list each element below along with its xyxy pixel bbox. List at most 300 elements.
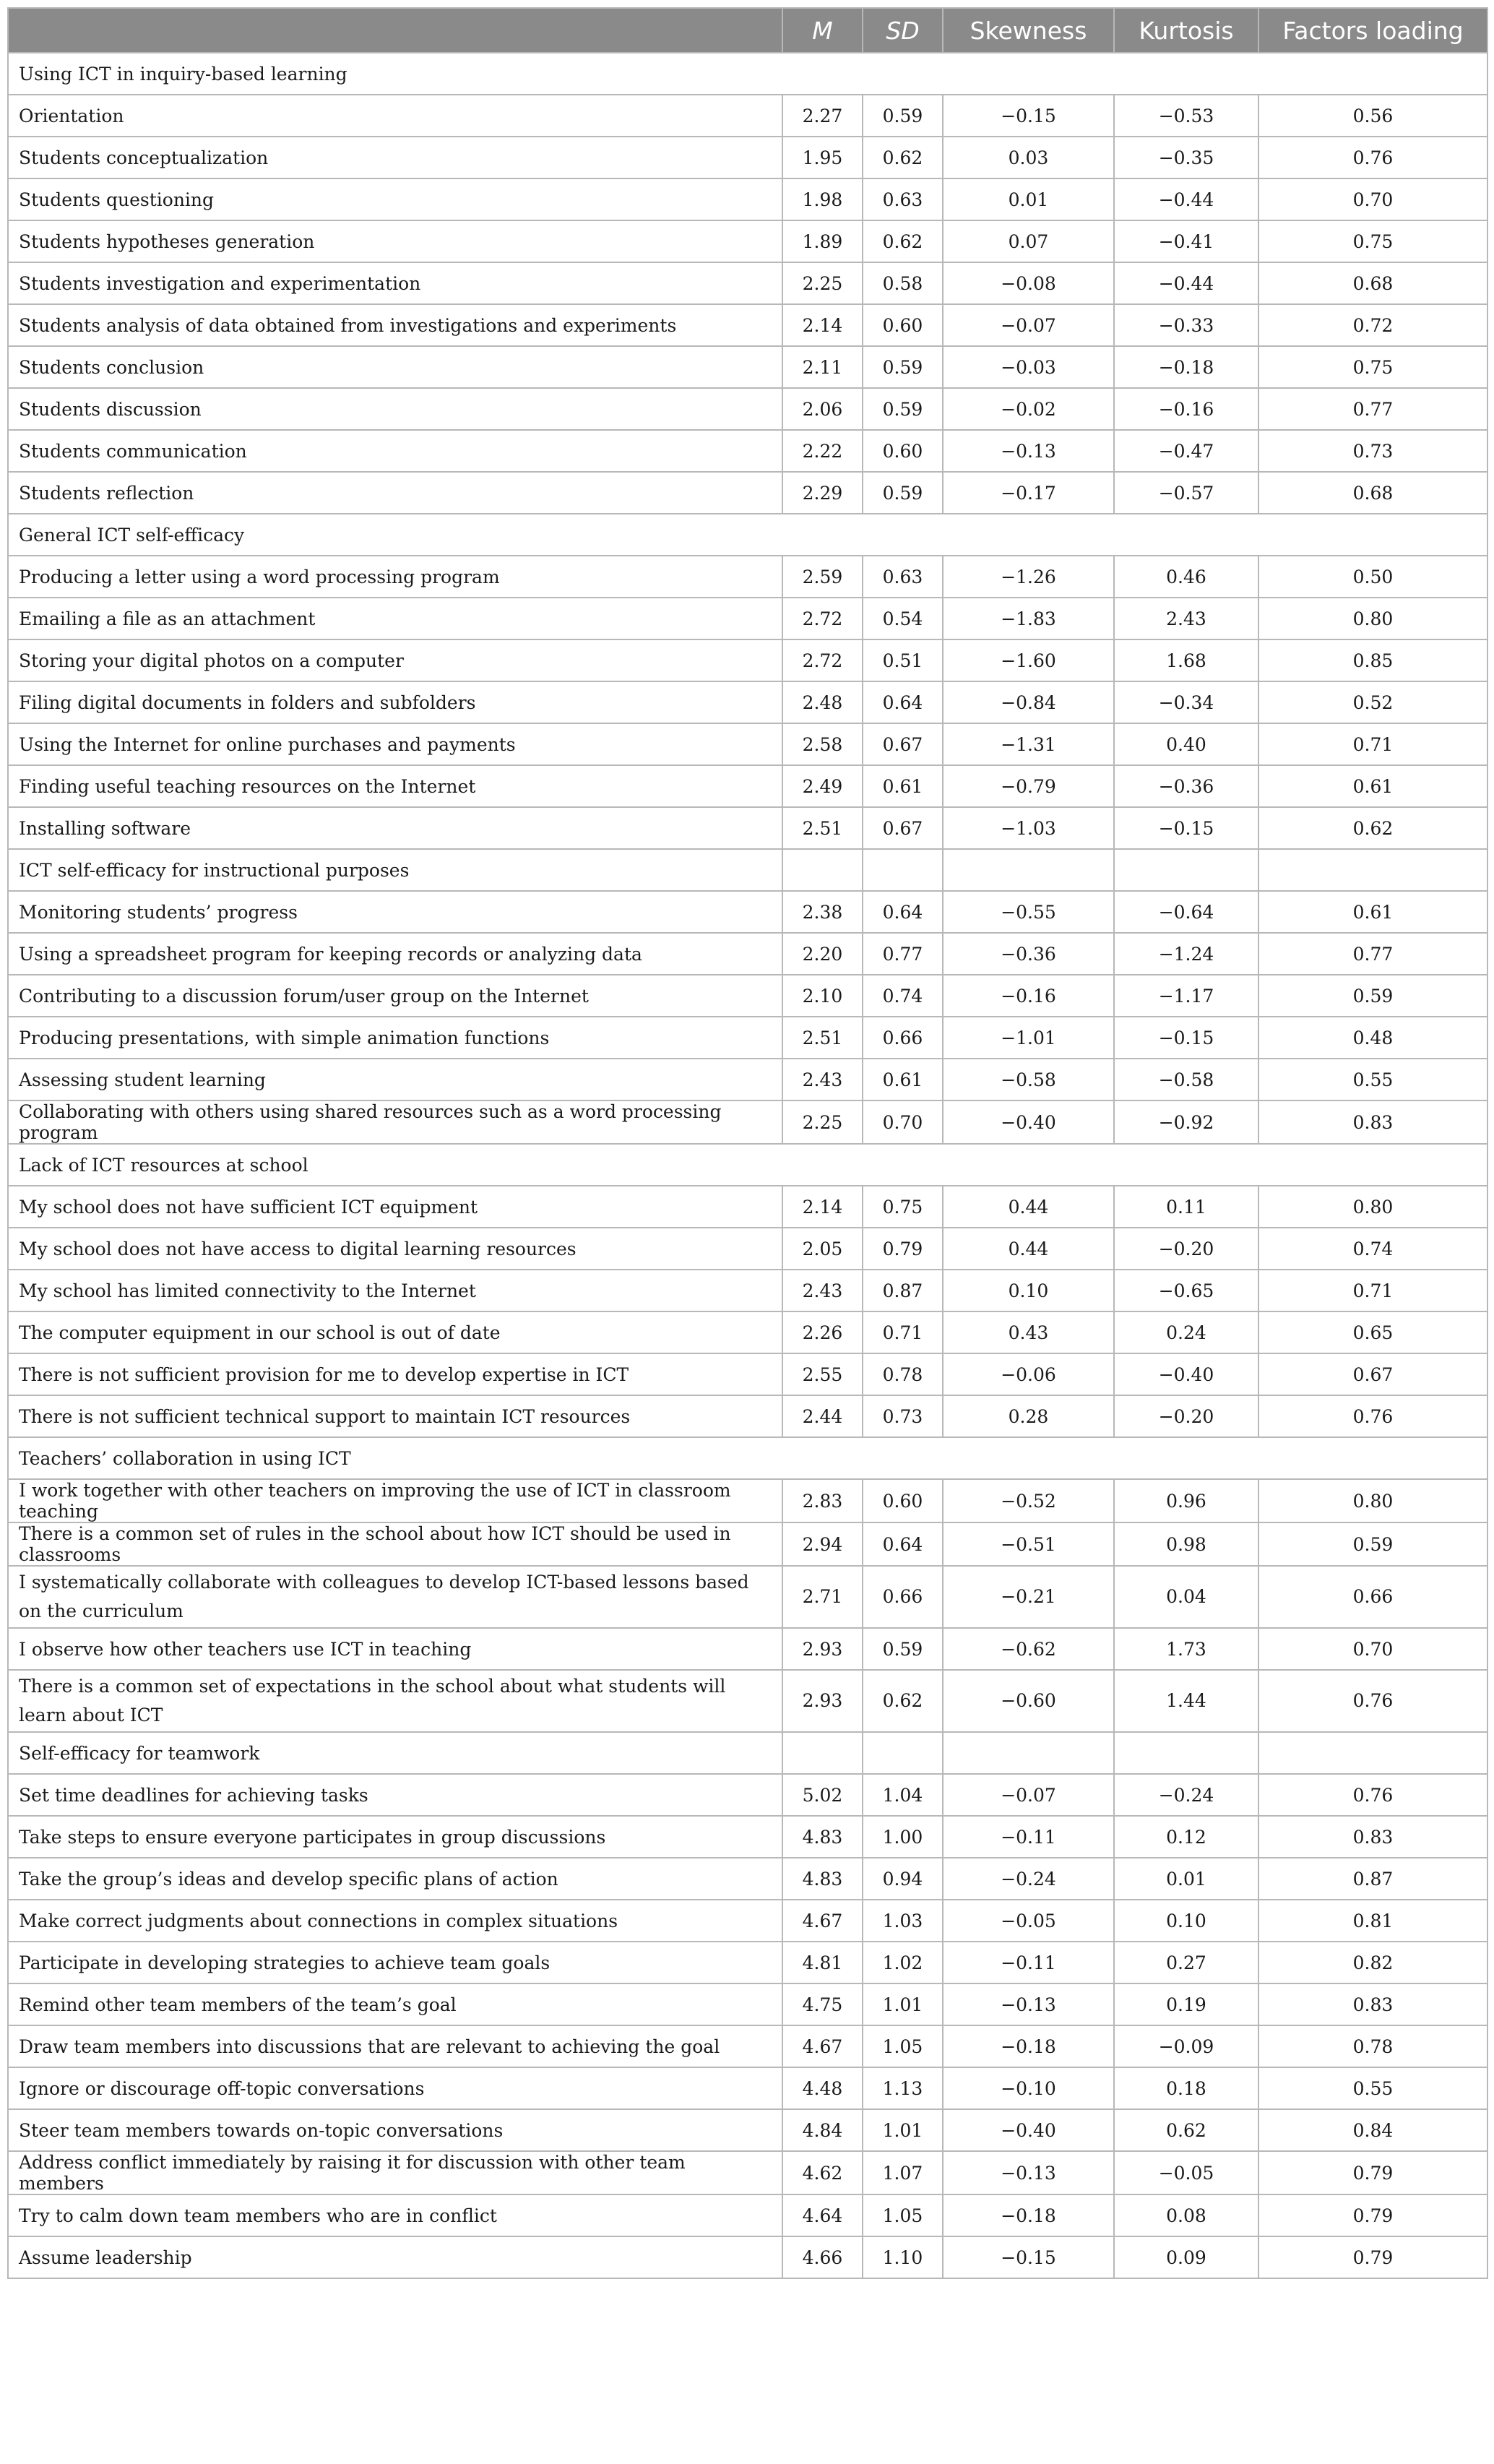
row-label: Take steps to ensure everyone participates in group discussions [8,1816,782,1858]
table-row [8,1628,1487,1670]
sd-value: 0.79 [863,1228,943,1270]
kurtosis-value: −0.36 [1114,765,1258,807]
skewness-value: −0.21 [943,1566,1114,1628]
empty-cell [863,849,943,891]
mean-value: 4.83 [782,1816,863,1858]
sd-value: 0.59 [863,1628,943,1670]
row-label: Contributing to a discussion forum/user group on the Internet [8,975,782,1017]
factor-loading-value: 0.75 [1258,346,1487,388]
sd-value: 1.00 [863,1816,943,1858]
row-label: Students discussion [8,388,782,430]
sd-value: 1.02 [863,1942,943,1983]
factor-loading-value: 0.61 [1258,891,1487,933]
factor-loading-value: 0.68 [1258,262,1487,304]
table-row [8,2067,1487,2109]
table-row [8,1270,1487,1311]
table-row [8,1100,1487,1144]
sd-value: 0.70 [863,1100,943,1144]
mean-value: 2.10 [782,975,863,1017]
skewness-value: −1.03 [943,807,1114,849]
column-header-skewness: Skewness [943,8,1114,53]
table-row [8,137,1487,178]
skewness-value: −1.60 [943,639,1114,681]
skewness-value: −1.26 [943,556,1114,598]
table-row [8,2151,1487,2194]
factor-loading-value: 0.76 [1258,1774,1487,1816]
table-body [8,53,1487,2278]
row-label: Remind other team members of the team’s goal [8,1983,782,2025]
kurtosis-value: 0.12 [1114,1816,1258,1858]
factor-loading-value: 0.76 [1258,1670,1487,1732]
factor-loading-value: 0.80 [1258,1186,1487,1228]
table-row [8,1186,1487,1228]
row-label: Take the group’s ideas and develop specific plans of action [8,1858,782,1900]
mean-value: 2.20 [782,933,863,975]
row-label: Emailing a file as an attachment [8,598,782,639]
mean-value: 4.62 [782,2151,863,2194]
mean-value: 2.25 [782,1100,863,1144]
factor-loading-value: 0.71 [1258,1270,1487,1311]
kurtosis-value: 0.96 [1114,1479,1258,1522]
kurtosis-value: −0.44 [1114,178,1258,220]
factor-loading-value: 0.87 [1258,1858,1487,1900]
sd-value: 0.59 [863,95,943,137]
kurtosis-value: −0.64 [1114,891,1258,933]
kurtosis-value: 1.44 [1114,1670,1258,1732]
mean-value: 4.83 [782,1858,863,1900]
sd-value: 1.01 [863,2109,943,2151]
row-label: Set time deadlines for achieving tasks [8,1774,782,1816]
row-label: Producing a letter using a word processing program [8,556,782,598]
skewness-value: 0.44 [943,1228,1114,1270]
skewness-value: −0.52 [943,1479,1114,1522]
factor-loading-value: 0.79 [1258,2194,1487,2236]
factor-loading-value: 0.81 [1258,1900,1487,1942]
skewness-value: −0.18 [943,2194,1114,2236]
kurtosis-value: 1.73 [1114,1628,1258,1670]
mean-value: 5.02 [782,1774,863,1816]
sd-value: 0.59 [863,472,943,514]
skewness-value: −1.83 [943,598,1114,639]
mean-value: 1.89 [782,220,863,262]
factor-loading-value: 0.80 [1258,598,1487,639]
table-row [8,1858,1487,1900]
table-row [8,1228,1487,1270]
sd-value: 0.54 [863,598,943,639]
mean-value: 4.48 [782,2067,863,2109]
mean-value: 2.55 [782,1353,863,1395]
factor-loading-value: 0.84 [1258,2109,1487,2151]
mean-value: 4.75 [782,1983,863,2025]
sd-value: 0.87 [863,1270,943,1311]
sd-value: 0.66 [863,1017,943,1059]
skewness-value: −0.11 [943,1942,1114,1983]
row-label: Students conclusion [8,346,782,388]
column-header-mean: M [782,8,863,53]
sd-value: 0.59 [863,346,943,388]
empty-cell [1114,849,1258,891]
row-label: There is not sufficient technical support to maintain ICT resources [8,1395,782,1437]
empty-cell [1258,849,1487,891]
section-header-row [8,849,1487,891]
table-row [8,1774,1487,1816]
sd-value: 0.78 [863,1353,943,1395]
factor-loading-value: 0.79 [1258,2236,1487,2278]
row-label: Orientation [8,95,782,137]
sd-value: 1.10 [863,2236,943,2278]
factor-loading-value: 0.59 [1258,1522,1487,1566]
sd-value: 0.58 [863,262,943,304]
kurtosis-value: −0.15 [1114,1017,1258,1059]
sd-value: 0.63 [863,178,943,220]
sd-value: 1.04 [863,1774,943,1816]
kurtosis-value: −0.47 [1114,430,1258,472]
sd-value: 0.62 [863,220,943,262]
kurtosis-value: −0.34 [1114,681,1258,723]
table-row [8,807,1487,849]
row-label: Address conflict immediately by raising it for discussion with other team members [8,2151,782,2194]
row-label: Assume leadership [8,2236,782,2278]
factor-loading-value: 0.83 [1258,1816,1487,1858]
mean-value: 2.06 [782,388,863,430]
factor-loading-value: 0.75 [1258,220,1487,262]
sd-value: 0.75 [863,1186,943,1228]
table-row [8,765,1487,807]
kurtosis-value: −0.20 [1114,1228,1258,1270]
skewness-value: −0.15 [943,95,1114,137]
mean-value: 2.48 [782,681,863,723]
factor-loading-value: 0.79 [1258,2151,1487,2194]
sd-value: 0.60 [863,304,943,346]
descriptive-statistics-table [7,7,1488,2279]
table-row [8,1479,1487,1522]
row-label: Students investigation and experimentation [8,262,782,304]
kurtosis-value: −0.09 [1114,2025,1258,2067]
column-header-kurtosis: Kurtosis [1114,8,1258,53]
kurtosis-value: −0.24 [1114,1774,1258,1816]
mean-value: 2.49 [782,765,863,807]
row-label: Using the Internet for online purchases and payments [8,723,782,765]
kurtosis-value: 0.19 [1114,1983,1258,2025]
sd-value: 0.60 [863,430,943,472]
row-label: Students conceptualization [8,137,782,178]
mean-value: 2.71 [782,1566,863,1628]
row-label: Finding useful teaching resources on the Internet [8,765,782,807]
row-label: Ignore or discourage off-topic conversations [8,2067,782,2109]
table-row [8,472,1487,514]
factor-loading-value: 0.85 [1258,639,1487,681]
sd-value: 0.74 [863,975,943,1017]
skewness-value: −0.51 [943,1522,1114,1566]
row-label: Collaborating with others using shared resources such as a word processing program [8,1100,782,1144]
kurtosis-value: −0.18 [1114,346,1258,388]
skewness-value: −0.15 [943,2236,1114,2278]
empty-cell [943,1732,1114,1774]
table-row [8,933,1487,975]
factor-loading-value: 0.83 [1258,1983,1487,2025]
row-label: Filing digital documents in folders and subfolders [8,681,782,723]
mean-value: 2.43 [782,1059,863,1100]
kurtosis-value: 0.11 [1114,1186,1258,1228]
row-label: I observe how other teachers use ICT in teaching [8,1628,782,1670]
kurtosis-value: 0.46 [1114,556,1258,598]
kurtosis-value: −0.40 [1114,1353,1258,1395]
kurtosis-value: −0.20 [1114,1395,1258,1437]
section-header-row [8,514,1487,556]
kurtosis-value: −0.05 [1114,2151,1258,2194]
kurtosis-value: −0.15 [1114,807,1258,849]
kurtosis-value: 0.24 [1114,1311,1258,1353]
mean-value: 2.72 [782,639,863,681]
factor-loading-value: 0.52 [1258,681,1487,723]
skewness-value: −0.07 [943,1774,1114,1816]
sd-value: 0.64 [863,891,943,933]
factor-loading-value: 0.80 [1258,1479,1487,1522]
factor-loading-value: 0.72 [1258,304,1487,346]
sd-value: 0.77 [863,933,943,975]
column-header-sd: SD [863,8,943,53]
mean-value: 2.11 [782,346,863,388]
row-label: Participate in developing strategies to achieve team goals [8,1942,782,1983]
mean-value: 1.98 [782,178,863,220]
sd-value: 0.60 [863,1479,943,1522]
table-row [8,556,1487,598]
factor-loading-value: 0.59 [1258,975,1487,1017]
row-label: Students hypotheses generation [8,220,782,262]
mean-value: 2.58 [782,723,863,765]
table-row [8,1059,1487,1100]
sd-value: 0.62 [863,137,943,178]
row-label: I systematically collaborate with colleagues to develop ICT-based lessons based on the curriculum [8,1566,782,1628]
kurtosis-value: −0.58 [1114,1059,1258,1100]
table-row [8,1311,1487,1353]
skewness-value: −0.11 [943,1816,1114,1858]
row-label: Students questioning [8,178,782,220]
factor-loading-value: 0.50 [1258,556,1487,598]
table-row [8,2194,1487,2236]
skewness-value: −0.55 [943,891,1114,933]
table-row [8,95,1487,137]
row-label: There is a common set of expectations in the school about what students will learn about ICT [8,1670,782,1732]
table-row [8,304,1487,346]
kurtosis-value: −1.17 [1114,975,1258,1017]
row-label: Monitoring students’ progress [8,891,782,933]
sd-value: 1.13 [863,2067,943,2109]
skewness-value: −0.06 [943,1353,1114,1395]
skewness-value: −0.13 [943,430,1114,472]
skewness-value: −0.02 [943,388,1114,430]
factor-loading-value: 0.67 [1258,1353,1487,1395]
mean-value: 2.14 [782,1186,863,1228]
mean-value: 2.72 [782,598,863,639]
row-label: Students reflection [8,472,782,514]
sd-value: 0.51 [863,639,943,681]
table-row [8,1816,1487,1858]
table-row [8,681,1487,723]
sd-value: 0.94 [863,1858,943,1900]
skewness-value: −0.07 [943,304,1114,346]
sd-value: 0.66 [863,1566,943,1628]
kurtosis-value: −0.53 [1114,95,1258,137]
mean-value: 1.95 [782,137,863,178]
sd-value: 1.05 [863,2025,943,2067]
sd-value: 0.67 [863,807,943,849]
mean-value: 2.83 [782,1479,863,1522]
table-row [8,346,1487,388]
kurtosis-value: −0.65 [1114,1270,1258,1311]
mean-value: 2.51 [782,1017,863,1059]
sd-value: 0.64 [863,1522,943,1566]
table-row [8,2109,1487,2151]
kurtosis-value: 0.08 [1114,2194,1258,2236]
factor-loading-value: 0.74 [1258,1228,1487,1270]
kurtosis-value: 0.62 [1114,2109,1258,2151]
factor-loading-value: 0.71 [1258,723,1487,765]
skewness-value: −1.01 [943,1017,1114,1059]
empty-cell [863,1732,943,1774]
kurtosis-value: −0.35 [1114,137,1258,178]
row-label: Draw team members into discussions that are relevant to achieving the goal [8,2025,782,2067]
sd-value: 1.05 [863,2194,943,2236]
row-label: My school does not have sufficient ICT equipment [8,1186,782,1228]
skewness-value: −0.60 [943,1670,1114,1732]
row-label: Students analysis of data obtained from investigations and experiments [8,304,782,346]
skewness-value: 0.43 [943,1311,1114,1353]
skewness-value: −0.40 [943,1100,1114,1144]
skewness-value: 0.07 [943,220,1114,262]
sd-value: 0.71 [863,1311,943,1353]
mean-value: 2.05 [782,1228,863,1270]
row-label: My school does not have access to digital learning resources [8,1228,782,1270]
factor-loading-value: 0.70 [1258,1628,1487,1670]
empty-cell [1114,1732,1258,1774]
row-label: There is not sufficient provision for me to develop expertise in ICT [8,1353,782,1395]
sd-value: 0.62 [863,1670,943,1732]
row-label: Assessing student learning [8,1059,782,1100]
skewness-value: −0.62 [943,1628,1114,1670]
kurtosis-value: 2.43 [1114,598,1258,639]
mean-value: 2.29 [782,472,863,514]
factor-loading-value: 0.76 [1258,137,1487,178]
table-row [8,1353,1487,1395]
kurtosis-value: 0.01 [1114,1858,1258,1900]
skewness-value: −0.58 [943,1059,1114,1100]
skewness-value: 0.01 [943,178,1114,220]
skewness-value: 0.44 [943,1186,1114,1228]
mean-value: 4.66 [782,2236,863,2278]
empty-cell [1258,1732,1487,1774]
row-label: The computer equipment in our school is out of date [8,1311,782,1353]
mean-value: 2.38 [782,891,863,933]
factor-loading-value: 0.77 [1258,933,1487,975]
table-row [8,2236,1487,2278]
mean-value: 2.27 [782,95,863,137]
row-label: I work together with other teachers on improving the use of ICT in classroom teaching [8,1479,782,1522]
factor-loading-value: 0.55 [1258,1059,1487,1100]
skewness-value: −0.05 [943,1900,1114,1942]
table-row [8,1395,1487,1437]
mean-value: 2.25 [782,262,863,304]
factor-loading-value: 0.82 [1258,1942,1487,1983]
mean-value: 2.59 [782,556,863,598]
skewness-value: −1.31 [943,723,1114,765]
empty-cell [782,1732,863,1774]
mean-value: 2.51 [782,807,863,849]
kurtosis-value: 0.04 [1114,1566,1258,1628]
empty-cell [943,849,1114,891]
sd-value: 1.03 [863,1900,943,1942]
table-row [8,975,1487,1017]
skewness-value: −0.18 [943,2025,1114,2067]
mean-value: 4.67 [782,2025,863,2067]
table-row [8,639,1487,681]
skewness-value: −0.16 [943,975,1114,1017]
table-row [8,891,1487,933]
section-title: Teachers’ collaboration in using ICT [8,1437,1487,1479]
mean-value: 4.67 [782,1900,863,1942]
row-label: Steer team members towards on-topic conversations [8,2109,782,2151]
column-header-item [8,8,782,53]
row-label: Installing software [8,807,782,849]
table-header-row [8,8,1487,53]
table-row [8,1017,1487,1059]
section-title: Self-efficacy for teamwork [8,1732,782,1774]
skewness-value: −0.17 [943,472,1114,514]
factor-loading-value: 0.76 [1258,1395,1487,1437]
table-row [8,262,1487,304]
section-header-row [8,1144,1487,1186]
factor-loading-value: 0.77 [1258,388,1487,430]
table-row [8,598,1487,639]
sd-value: 1.01 [863,1983,943,2025]
skewness-value: −0.13 [943,2151,1114,2194]
section-header-row [8,53,1487,95]
section-header-row [8,1437,1487,1479]
skewness-value: −0.84 [943,681,1114,723]
kurtosis-value: −0.44 [1114,262,1258,304]
skewness-value: −0.40 [943,2109,1114,2151]
mean-value: 2.93 [782,1670,863,1732]
factor-loading-value: 0.73 [1258,430,1487,472]
table-row [8,430,1487,472]
table-row [8,1566,1487,1628]
factor-loading-value: 0.55 [1258,2067,1487,2109]
factor-loading-value: 0.68 [1258,472,1487,514]
table-row [8,723,1487,765]
section-header-row [8,1732,1487,1774]
factor-loading-value: 0.83 [1258,1100,1487,1144]
mean-value: 2.44 [782,1395,863,1437]
row-label: My school has limited connectivity to the Internet [8,1270,782,1311]
factor-loading-value: 0.56 [1258,95,1487,137]
table-row [8,2025,1487,2067]
kurtosis-value: −0.16 [1114,388,1258,430]
kurtosis-value: −1.24 [1114,933,1258,975]
factor-loading-value: 0.65 [1258,1311,1487,1353]
table-row [8,1522,1487,1566]
column-header-factor-loading: Factors loading [1258,8,1487,53]
section-title: General ICT self-efficacy [8,514,1487,556]
kurtosis-value: 0.09 [1114,2236,1258,2278]
sd-value: 0.67 [863,723,943,765]
skewness-value: 0.10 [943,1270,1114,1311]
row-label: Producing presentations, with simple animation functions [8,1017,782,1059]
mean-value: 4.81 [782,1942,863,1983]
kurtosis-value: 0.27 [1114,1942,1258,1983]
skewness-value: 0.03 [943,137,1114,178]
skewness-value: 0.28 [943,1395,1114,1437]
factor-loading-value: 0.62 [1258,807,1487,849]
